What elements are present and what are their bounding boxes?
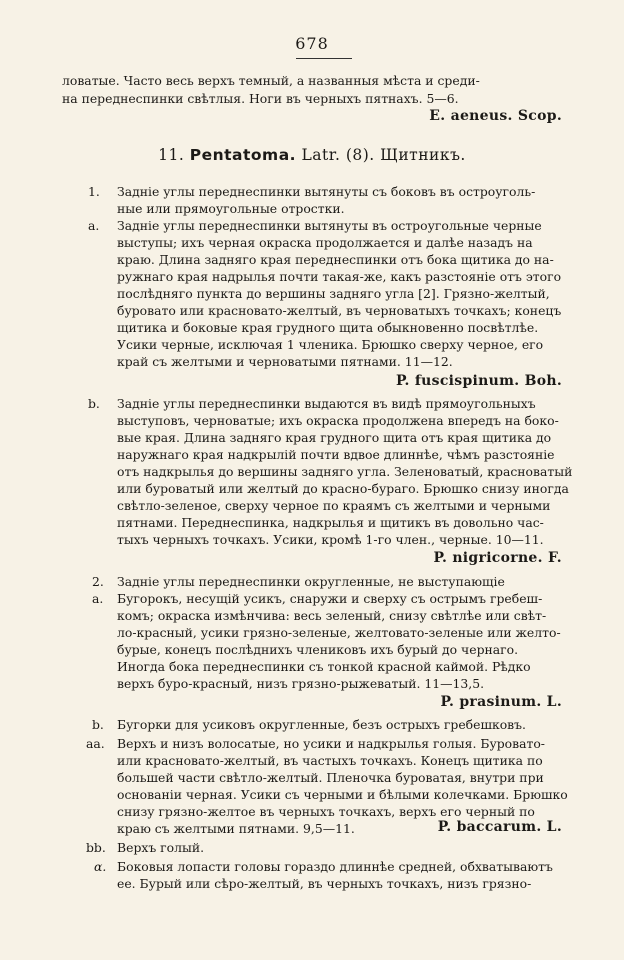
key-line: Бугорки для усиковъ округленные, безъ острыхъ гребешковъ. — [117, 717, 526, 732]
species-name: P. nigricorne. F. — [433, 550, 562, 566]
key-line: основаніи черная. Усики съ черными и бѣлыми колечками. Брюшко — [117, 787, 568, 802]
key-line: Верхъ и низъ волосатые, но усики и надкрылья голыя. Буровато- — [117, 736, 545, 751]
key-label: 1. — [88, 184, 100, 199]
key-line: снизу грязно-желтое въ черныхъ точкахъ, верхъ его черный по — [117, 804, 535, 819]
key-line: краю съ желтыми пятнами. 9,5—11. — [117, 821, 355, 836]
key-line: Усики черные, исключая 1 членика. Брюшко сверху черное, его — [117, 337, 544, 352]
key-line: тыхъ черныхъ точкахъ. Усики, кромѣ 1-го член., черные. 10—11. — [117, 532, 544, 547]
page-number-rule — [296, 58, 352, 59]
key-line: пятнами. Переднеспинка, надкрылья и щитикъ въ довольно час- — [117, 515, 544, 530]
key-line: комъ; окраска измѣнчива: весь зеленый, снизу свѣтлѣе или свѣт- — [117, 608, 547, 623]
species-name: P. prasinum. L. — [440, 694, 562, 710]
species-name: P. fuscispinum. Boh. — [395, 373, 562, 389]
genus-author: Latr. (8). Щитникъ. — [301, 146, 466, 164]
key-line: выступы; ихъ черная окраска продолжается и далѣе назадъ на — [117, 235, 533, 250]
key-line: ло-красный, усики грязно-зеленые, желтовато-зеленые или желто- — [117, 625, 561, 640]
key-line: краю. Длина задняго края переднеспинки отъ бока щитика до на- — [117, 252, 554, 267]
key-line: ее. Бурый или сѣро-желтый, въ черныхъ точкахъ, низъ грязно- — [117, 876, 532, 891]
key-line: щитика и боковые края грудного щита обыкновенно посвѣтлѣе. — [117, 320, 539, 335]
page-number: 678 — [295, 34, 329, 53]
key-label: a. — [88, 218, 100, 233]
key-line: выступовъ, черноватые; ихъ окраска продолжена впередъ на боко- — [117, 413, 559, 428]
key-line: Верхъ голый. — [117, 840, 205, 855]
species-name: E. aeneus. Scop. — [429, 108, 562, 124]
key-line: Задніе углы переднеспинки вытянуты въ остроугольные черные — [117, 218, 542, 233]
key-label: b. — [88, 396, 100, 411]
key-line: или буроватый или желтый до красно-бураго. Брюшко снизу иногда — [117, 481, 569, 496]
key-label: b. — [92, 717, 104, 732]
key-line: буровато или красновато-желтый, въ черноватыхъ точкахъ; конецъ — [117, 303, 562, 318]
key-label: α. — [94, 859, 107, 874]
key-label: a. — [92, 591, 104, 606]
key-line: Задніе углы переднеспинки округленные, не выступающіе — [117, 574, 505, 589]
key-label: bb. — [86, 840, 106, 855]
key-line: Задніе углы переднеспинки вытянуты съ боковъ въ остроуголь- — [117, 184, 536, 199]
species-name: P. baccarum. L. — [437, 819, 562, 835]
key-line: ные или прямоугольные отростки. — [117, 201, 345, 216]
key-line: наружнаго края надкрылій почти вдвое длиннѣе, чѣмъ разстояніе — [117, 447, 555, 462]
key-line: отъ надкрылья до вершины задняго угла. Зеленоватый, красноватый — [117, 464, 573, 479]
intro-line-1: ловатые. Часто весь верхъ темный, а названныя мѣста и среди- — [62, 73, 480, 88]
key-line: ружнаго края надрылья почти такая-же, какъ разстояніе отъ этого — [117, 269, 562, 284]
key-line: Бугорокъ, несущій усикъ, снаружи и сверху съ острымъ гребеш- — [117, 591, 543, 606]
key-line: или красновато-желтый, въ частыхъ точкахъ. Конецъ щитика по — [117, 753, 543, 768]
key-line: свѣтло-зеленое, сверху черное по краямъ съ желтыми и черными — [117, 498, 551, 513]
intro-line-2: на переднеспинки свѣтлыя. Ноги въ черныхъ пятнахъ. 5—6. — [62, 91, 459, 106]
genus-heading — [0, 146, 624, 164]
key-line: вые края. Длина задняго края грудного щита отъ края щитика до — [117, 430, 552, 445]
key-line: большей части свѣтло-желтый. Пленочка буроватая, внутри при — [117, 770, 544, 785]
genus-number: 11. — [158, 146, 185, 164]
key-line: верхъ буро-красный, низъ грязно-рыжеватый. 11—13,5. — [117, 676, 485, 691]
key-line: Задніе углы переднеспинки выдаются въ видѣ прямоугольныхъ — [117, 396, 536, 411]
key-line: послѣдняго пункта до вершины задняго угла [2]. Грязно-желтый, — [117, 286, 550, 301]
genus-name: Pentatoma. — [189, 146, 297, 164]
key-line: Боковыя лопасти головы гораздо длиннѣе средней, обхватываютъ — [117, 859, 553, 874]
key-label: 2. — [92, 574, 104, 589]
key-line: Иногда бока переднеспинки съ тонкой красной каймой. Рѣдко — [117, 659, 531, 674]
key-line: бурые, конецъ послѣднихъ члениковъ ихъ бурый до чернаго. — [117, 642, 519, 657]
key-line: край съ желтыми и черноватыми пятнами. 11—12. — [117, 354, 453, 369]
key-label: aa. — [86, 736, 105, 751]
